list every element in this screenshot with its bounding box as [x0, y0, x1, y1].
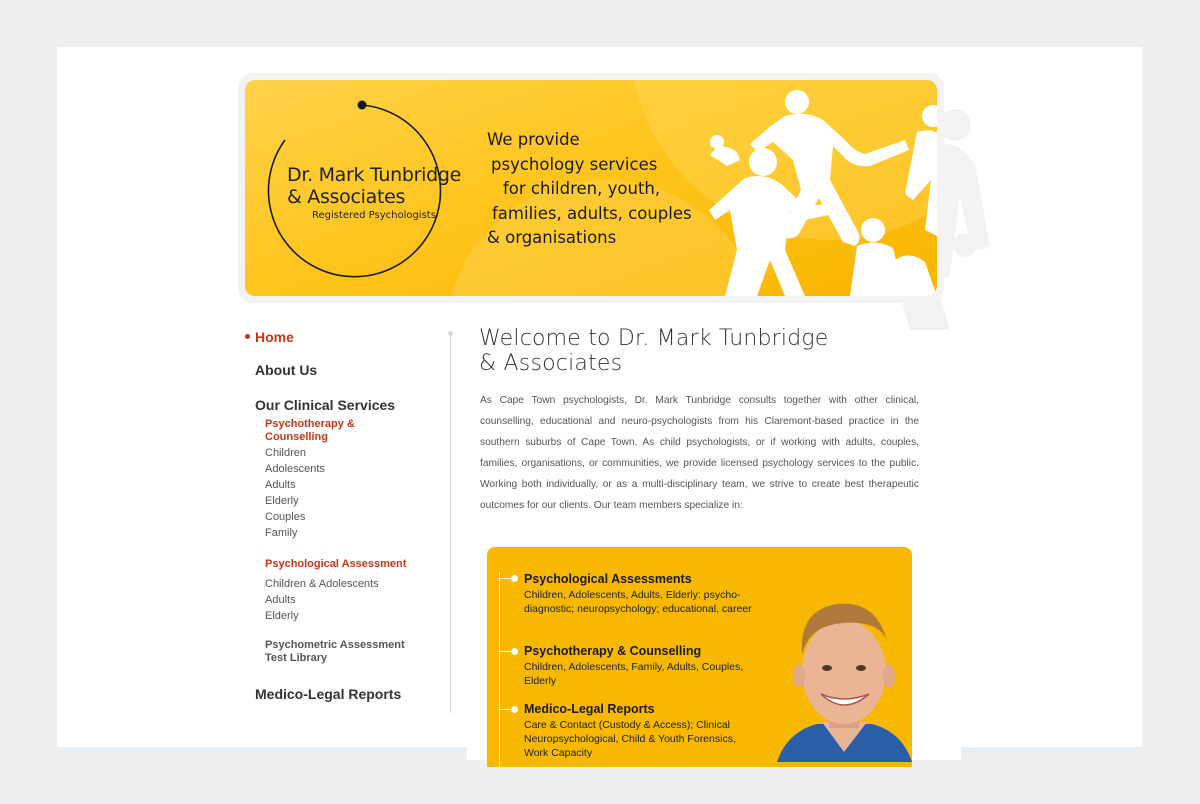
bullet-icon: [499, 651, 515, 652]
specialty-description: Children, Adolescents, Adults, Elderly: psycho-diagnostic; neuropsychology; educational, career: [524, 589, 752, 615]
nav-assessment-elderly[interactable]: Elderly: [265, 610, 299, 622]
active-nav-bullet-icon: [245, 334, 250, 339]
nav-psychotherapy-elderly[interactable]: Elderly: [265, 495, 299, 507]
tagline-line: families, adults, couples: [492, 203, 692, 223]
page-title-line1: Welcome to Dr. Mark Tunbridge: [479, 326, 829, 351]
specialty-title[interactable]: Medico-Legal Reports: [524, 702, 655, 716]
page-title-line2: & Associates: [479, 351, 623, 376]
portrait-photo: [777, 592, 912, 762]
nav-psychotherapy-counselling[interactable]: Psychotherapy & Counselling: [265, 418, 355, 443]
nav-home[interactable]: Home: [255, 329, 294, 345]
tagline-line: for children, youth,: [503, 179, 661, 198]
intro-paragraph: As Cape Town psychologists, Dr. Mark Tunbridge consults together with other clinical, counselling, educational and neuro-psychologists from his Claremont-based practice in the southern suburbs of Cape Town. As child psychologists, or if working with adults, couples, families, organisations, or communities, we provide licensed psychology services to the public. Working both individually, or as a multi-disciplinary team, we strive to create best therapeutic outcomes for our clients. Our team members specialize in:: [480, 395, 919, 511]
logo-name-line1: Dr. Mark Tunbridge: [287, 164, 462, 186]
tagline-line: We provide: [487, 130, 580, 149]
logo-subtitle: Registered Psychologists: [312, 210, 436, 221]
nav-psychotherapy-family[interactable]: Family: [265, 527, 298, 539]
nav-psychometric-test-library[interactable]: Psychometric Assessment Test Library: [265, 639, 405, 664]
nav-psychological-assessment[interactable]: Psychological Assessment: [265, 558, 407, 570]
nav-psychotherapy-adolescents[interactable]: Adolescents: [265, 463, 325, 475]
nav-assessment-adults[interactable]: Adults: [265, 594, 296, 606]
bullet-icon: [499, 578, 515, 579]
nav-assessment-children-adolescents[interactable]: Children & Adolescents: [265, 578, 379, 590]
timeline-line: [499, 572, 500, 767]
nav-about-us[interactable]: About Us: [255, 362, 318, 378]
specialties-panel: [487, 547, 912, 767]
specialty-item: [524, 644, 754, 688]
nav-clinical-services[interactable]: Our Clinical Services: [255, 397, 396, 413]
nav-psychotherapy-couples[interactable]: Couples: [265, 511, 306, 523]
header-banner: [245, 80, 937, 296]
nav-psychotherapy-children[interactable]: Children: [265, 447, 306, 459]
specialty-title[interactable]: Psychotherapy & Counselling: [524, 644, 702, 658]
tagline-line: psychology services: [491, 154, 658, 174]
nav-medico-legal-reports[interactable]: Medico-Legal Reports: [255, 686, 402, 702]
sidebar-divider: [450, 335, 451, 713]
page-title: [479, 326, 899, 376]
bullet-icon: [499, 709, 515, 710]
banner-tagline: [487, 128, 692, 251]
nav-psychotherapy-adults[interactable]: Adults: [265, 479, 296, 491]
specialty-description: Children, Adolescents, Family, Adults, Couples, Elderly: [524, 661, 744, 687]
logo-name-line2: & Associates: [287, 186, 406, 208]
specialty-item: [524, 572, 754, 616]
tagline-line: & organisations: [487, 228, 617, 247]
specialty-title[interactable]: Psychological Assessments: [524, 572, 692, 586]
specialty-description: Care & Contact (Custody & Access); Clinical Neuropsychological, Child & Youth Forensics, Work Capacity: [524, 719, 736, 759]
specialty-item: [524, 702, 754, 760]
